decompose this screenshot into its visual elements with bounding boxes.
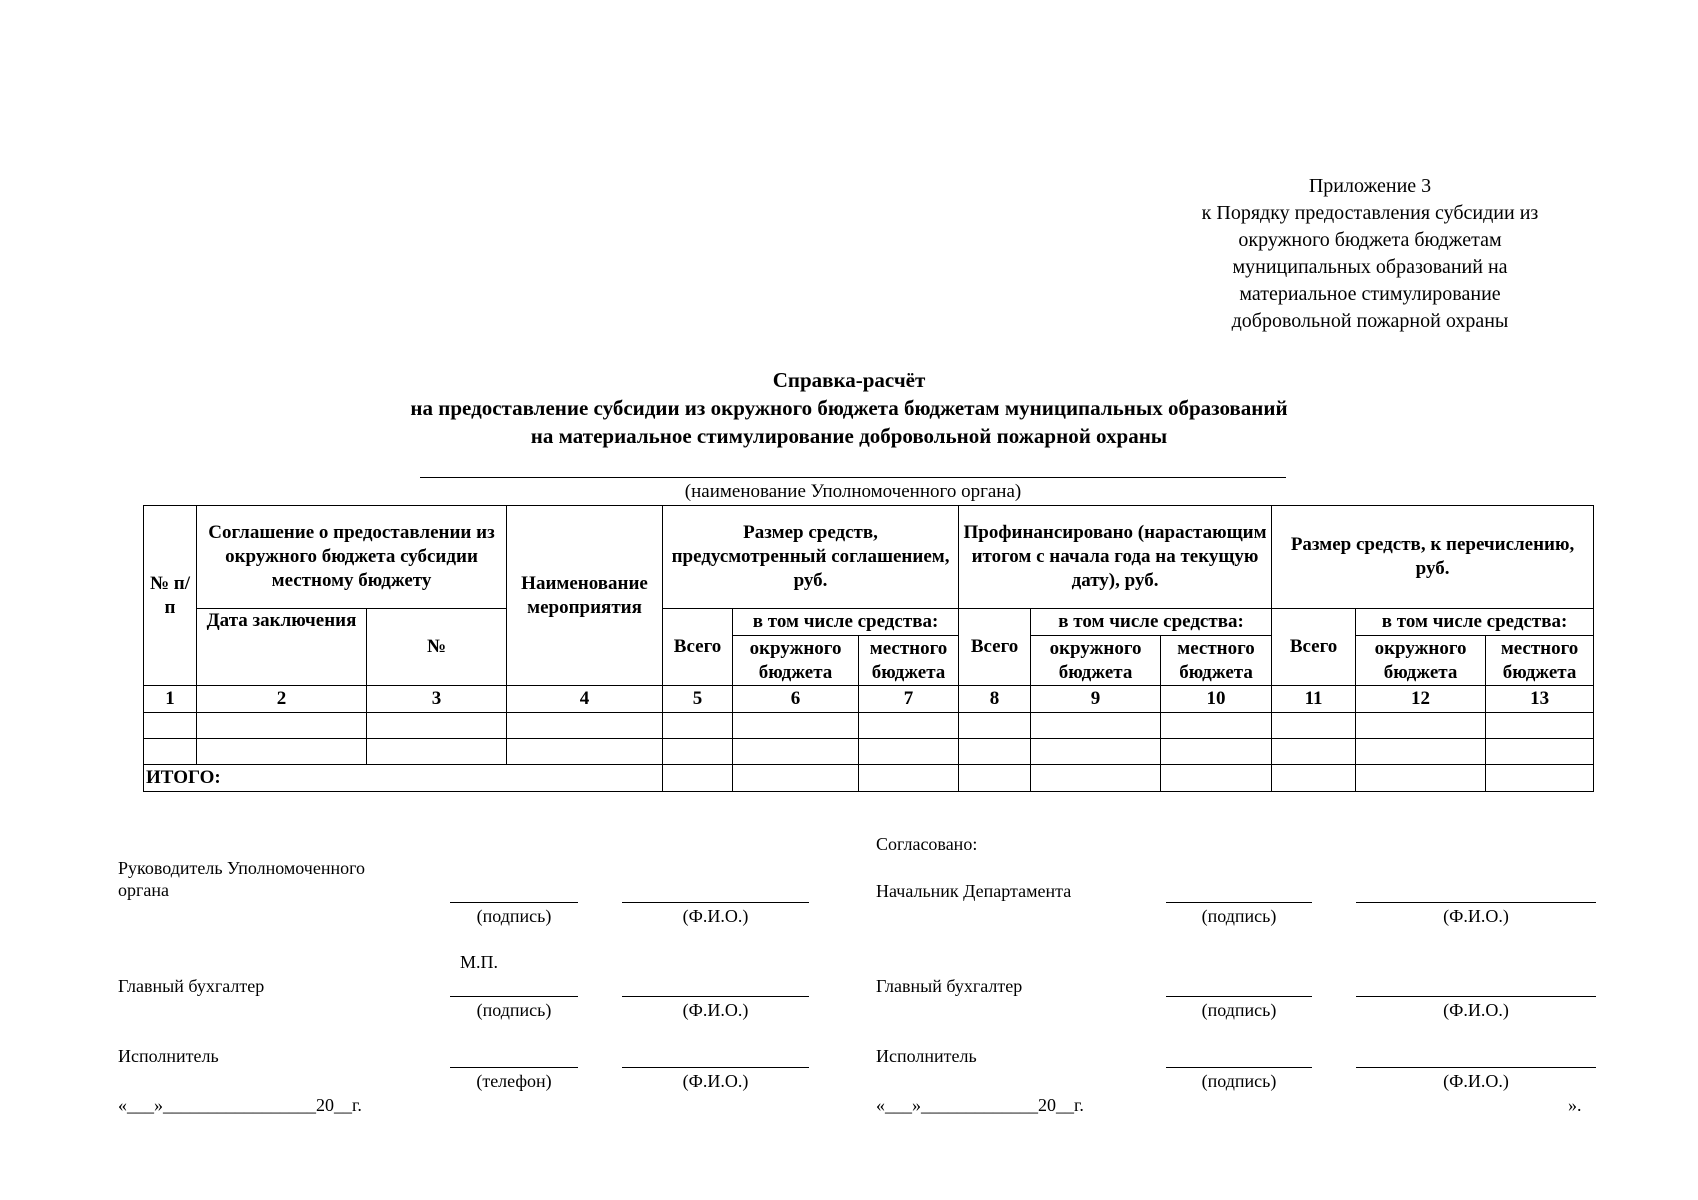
table-cell xyxy=(1161,713,1272,739)
total-row xyxy=(144,765,1594,792)
table-cell xyxy=(1161,765,1272,792)
table-cell xyxy=(507,739,663,765)
table-cell xyxy=(1486,713,1594,739)
table-cell xyxy=(197,713,367,739)
header-agreement-number: № xyxy=(367,609,507,686)
table-cell xyxy=(144,713,197,739)
column-number: 3 xyxy=(367,686,507,713)
table-cell xyxy=(1272,713,1356,739)
header-transfer-including: в том числе средства: xyxy=(1356,609,1594,636)
table-cell xyxy=(367,713,507,739)
table-cell xyxy=(663,739,733,765)
right-chief-accountant-label: Главный бухгалтер xyxy=(876,976,1023,996)
head-label-line: Руководитель Уполномоченного xyxy=(118,858,366,878)
department-head-label: Начальник Департамента xyxy=(876,881,1072,901)
header-financed-amount: Профинансировано (нарастающим итогом с начала года на текущую дату), руб. xyxy=(959,506,1272,609)
header-transfer-total: Всего xyxy=(1272,609,1356,686)
header-agreement-date: Дата заключения xyxy=(197,609,367,686)
right-accountant-fio-caption: (Ф.И.О.) xyxy=(1443,1000,1509,1020)
appendix-line: материальное стимулирование xyxy=(1239,283,1501,305)
head-fio-caption: (Ф.И.О.) xyxy=(682,906,749,926)
left-accountant-signature-caption: (подпись) xyxy=(476,1000,552,1020)
column-number: 2 xyxy=(197,686,367,713)
header-planned-amount: Размер средств, предусмотренный соглашением, руб. xyxy=(663,506,959,609)
header-financed-local: местного бюджета xyxy=(1161,636,1272,686)
header-transfer-local: местного бюджета xyxy=(1486,636,1594,686)
table-cell xyxy=(1272,739,1356,765)
head-signature-line xyxy=(450,902,578,903)
column-number: 9 xyxy=(1031,686,1161,713)
head-signature-caption: (подпись) xyxy=(476,906,552,926)
left-accountant-signature-line xyxy=(450,996,578,997)
title-line-3: на материальное стимулирование добровольной пожарной охраны xyxy=(530,424,1168,448)
table-cell xyxy=(1486,765,1594,792)
table-cell xyxy=(1161,739,1272,765)
agreed-label: Согласовано: xyxy=(876,834,978,854)
table-cell xyxy=(197,739,367,765)
head-label-line: органа xyxy=(118,880,169,900)
header-planned-total: Всего xyxy=(663,609,733,686)
table-cell xyxy=(1031,765,1161,792)
total-label: ИТОГО: xyxy=(144,765,663,792)
left-accountant-fio-caption: (Ф.И.О.) xyxy=(682,1000,749,1020)
right-executor-label: Исполнитель xyxy=(876,1046,977,1066)
appendix-line: Приложение 3 xyxy=(1308,175,1432,197)
table-cell xyxy=(859,739,959,765)
closing-quote: ». xyxy=(1568,1095,1582,1115)
right-accountant-signature-caption: (подпись) xyxy=(1201,1000,1277,1020)
column-number: 12 xyxy=(1356,686,1486,713)
table-cell xyxy=(733,765,859,792)
appendix-line: окружного бюджета бюджетам xyxy=(1238,229,1502,251)
column-number: 5 xyxy=(663,686,733,713)
column-number: 4 xyxy=(507,686,663,713)
department-head-signature-caption: (подпись) xyxy=(1201,906,1277,926)
header-transfer-amount: Размер средств, к перечислению, руб. xyxy=(1272,506,1594,609)
left-executor-fio-line xyxy=(622,1067,809,1068)
document-title xyxy=(0,366,1698,450)
right-executor-fio-caption: (Ф.И.О.) xyxy=(1443,1071,1509,1091)
right-date-line: «___»_____________20__г. xyxy=(876,1095,1084,1115)
right-executor-fio-line xyxy=(1356,1067,1596,1068)
table-cell xyxy=(1031,713,1161,739)
header-planned-including: в том числе средства: xyxy=(733,609,959,636)
organization-name-line xyxy=(420,477,1286,478)
table-cell xyxy=(144,739,197,765)
appendix-line: добровольной пожарной охраны xyxy=(1231,310,1509,332)
left-executor-phone-line xyxy=(450,1067,578,1068)
title-line-1: Справка-расчёт xyxy=(772,368,926,392)
column-number: 6 xyxy=(733,686,859,713)
column-number: 1 xyxy=(144,686,197,713)
title-line-2: на предоставление субсидии из окружного бюджета бюджетам муниципальных образований xyxy=(410,396,1288,420)
left-executor-phone-caption: (телефон) xyxy=(476,1071,552,1091)
organization-caption: (наименование Уполномоченного органа) xyxy=(684,481,1022,502)
table-cell xyxy=(507,713,663,739)
table-cell xyxy=(1272,765,1356,792)
table-cell xyxy=(959,713,1031,739)
table-cell xyxy=(1356,765,1486,792)
column-number-row xyxy=(144,686,1594,713)
table-cell xyxy=(1356,713,1486,739)
table-cell xyxy=(1486,739,1594,765)
header-financed-including: в том числе средства: xyxy=(1031,609,1272,636)
head-of-authority-label xyxy=(118,857,365,901)
header-number: № п/п xyxy=(144,506,197,686)
column-number: 13 xyxy=(1486,686,1594,713)
right-executor-signature-line xyxy=(1166,1067,1312,1068)
table-cell xyxy=(1031,739,1161,765)
table-cell xyxy=(1356,739,1486,765)
column-number: 11 xyxy=(1272,686,1356,713)
department-head-fio-caption: (Ф.И.О.) xyxy=(1443,906,1509,926)
table-row xyxy=(144,713,1594,739)
appendix-line: муниципальных образований на xyxy=(1232,256,1508,278)
header-agreement: Соглашение о предоставлении из окружного бюджета субсидии местному бюджету xyxy=(197,506,507,609)
column-number: 8 xyxy=(959,686,1031,713)
seal-mark: М.П. xyxy=(460,952,499,972)
table-cell xyxy=(663,765,733,792)
header-financed-district: окружного бюджета xyxy=(1031,636,1161,686)
calculation-table xyxy=(143,505,1594,792)
header-financed-total: Всего xyxy=(959,609,1031,686)
header-planned-district: окружного бюджета xyxy=(733,636,859,686)
header-transfer-district: окружного бюджета xyxy=(1356,636,1486,686)
left-accountant-fio-line xyxy=(622,996,809,997)
header-event-name: Наименование мероприятия xyxy=(507,506,663,686)
table-cell xyxy=(859,713,959,739)
table-cell xyxy=(859,765,959,792)
appendix-line: к Порядку предоставления субсидии из xyxy=(1201,202,1539,224)
right-accountant-fio-line xyxy=(1356,996,1596,997)
left-executor-fio-caption: (Ф.И.О.) xyxy=(682,1071,749,1091)
right-executor-signature-caption: (подпись) xyxy=(1201,1071,1277,1091)
table-cell xyxy=(959,739,1031,765)
department-head-signature-line xyxy=(1166,902,1312,903)
appendix-header xyxy=(1160,173,1580,335)
department-head-fio-line xyxy=(1356,902,1596,903)
column-number: 10 xyxy=(1161,686,1272,713)
left-date-line: «___»_________________20__г. xyxy=(118,1095,362,1115)
table-row xyxy=(144,739,1594,765)
table-cell xyxy=(733,739,859,765)
column-number: 7 xyxy=(859,686,959,713)
table-cell xyxy=(367,739,507,765)
table-cell xyxy=(663,713,733,739)
left-executor-label: Исполнитель xyxy=(118,1046,219,1066)
table-cell xyxy=(733,713,859,739)
left-chief-accountant-label: Главный бухгалтер xyxy=(118,976,265,996)
head-fio-line xyxy=(622,902,809,903)
header-planned-local: местного бюджета xyxy=(859,636,959,686)
table-cell xyxy=(959,765,1031,792)
right-accountant-signature-line xyxy=(1166,996,1312,997)
